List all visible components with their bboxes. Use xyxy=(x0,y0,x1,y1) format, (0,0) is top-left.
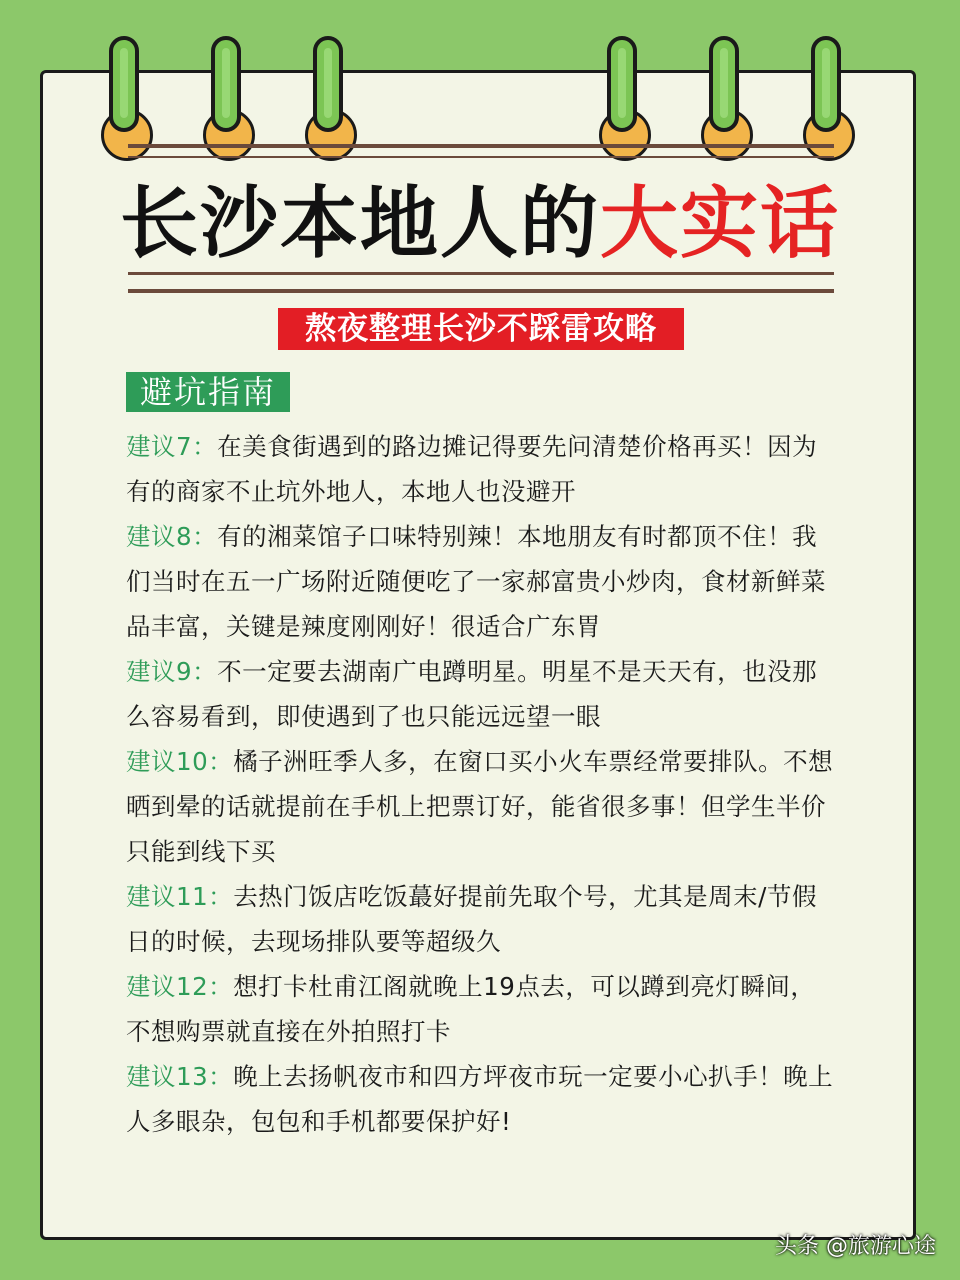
binder-ring xyxy=(607,36,637,132)
binder-ring xyxy=(313,36,343,132)
section-tag: 避坑指南 xyxy=(126,372,290,412)
tip-label: 建议8： xyxy=(126,522,218,551)
bottom-divider-thick xyxy=(128,289,834,293)
tip-text: 晚上去扬帆夜市和四方坪夜市玩一定要小心扒手！晚上人多眼杂，包包和手机都要保护好! xyxy=(126,1062,834,1136)
tip-text: 有的湘菜馆子口味特别辣！本地朋友有时都顶不住！我们当时在五一广场附近随便吃了一家郝富贵小炒肉，食材新鲜菜品丰富，关键是辣度刚刚好！很适合广东胃 xyxy=(126,522,826,641)
top-divider xyxy=(128,144,834,148)
watermark: 头条 @旅游心途 xyxy=(775,1234,936,1259)
tip-item xyxy=(126,424,838,514)
tip-text: 在美食街遇到的路边摊记得要先问清楚价格再买！因为有的商家不止坑外地人，本地人也没避开 xyxy=(126,432,818,506)
tip-label: 建议13： xyxy=(126,1062,234,1091)
tip-text: 去热门饭店吃饭蕞好提前先取个号，尤其是周末/节假日的时候，去现场排队要等超级久 xyxy=(126,882,817,956)
tip-item xyxy=(126,964,838,1054)
title-main: 长沙本地人的 xyxy=(119,179,600,269)
bottom-divider xyxy=(128,272,834,275)
tip-item xyxy=(126,514,838,649)
tip-label: 建议12： xyxy=(126,972,234,1001)
tip-item xyxy=(126,1054,838,1144)
tips-list xyxy=(126,424,838,1144)
binder-ring xyxy=(709,36,739,132)
subtitle-banner: 熬夜整理长沙不踩雷攻略 xyxy=(278,308,684,350)
tip-label: 建议7： xyxy=(126,432,218,461)
binder-ring xyxy=(211,36,241,132)
page-title xyxy=(0,176,960,272)
tip-item xyxy=(126,874,838,964)
tip-text: 想打卡杜甫江阁就晚上19点去，可以蹲到亮灯瞬间，不想购票就直接在外拍照打卡 xyxy=(126,972,816,1046)
binder-ring xyxy=(811,36,841,132)
tip-text: 不一定要去湖南广电蹲明星。明星不是天天有，也没那么容易看到，即使遇到了也只能远远望一眼 xyxy=(126,657,818,731)
tip-item xyxy=(126,739,838,874)
tip-label: 建议11： xyxy=(126,882,234,911)
title-highlight: 大实话 xyxy=(600,179,841,269)
tip-label: 建议9： xyxy=(126,657,218,686)
binder-ring xyxy=(109,36,139,132)
top-divider-thin xyxy=(128,156,834,158)
tip-label: 建议10： xyxy=(126,747,234,776)
tip-item xyxy=(126,649,838,739)
tip-text: 橘子洲旺季人多，在窗口买小火车票经常要排队。不想晒到晕的话就提前在手机上把票订好，能省很多事！但学生半价只能到线下买 xyxy=(126,747,834,866)
